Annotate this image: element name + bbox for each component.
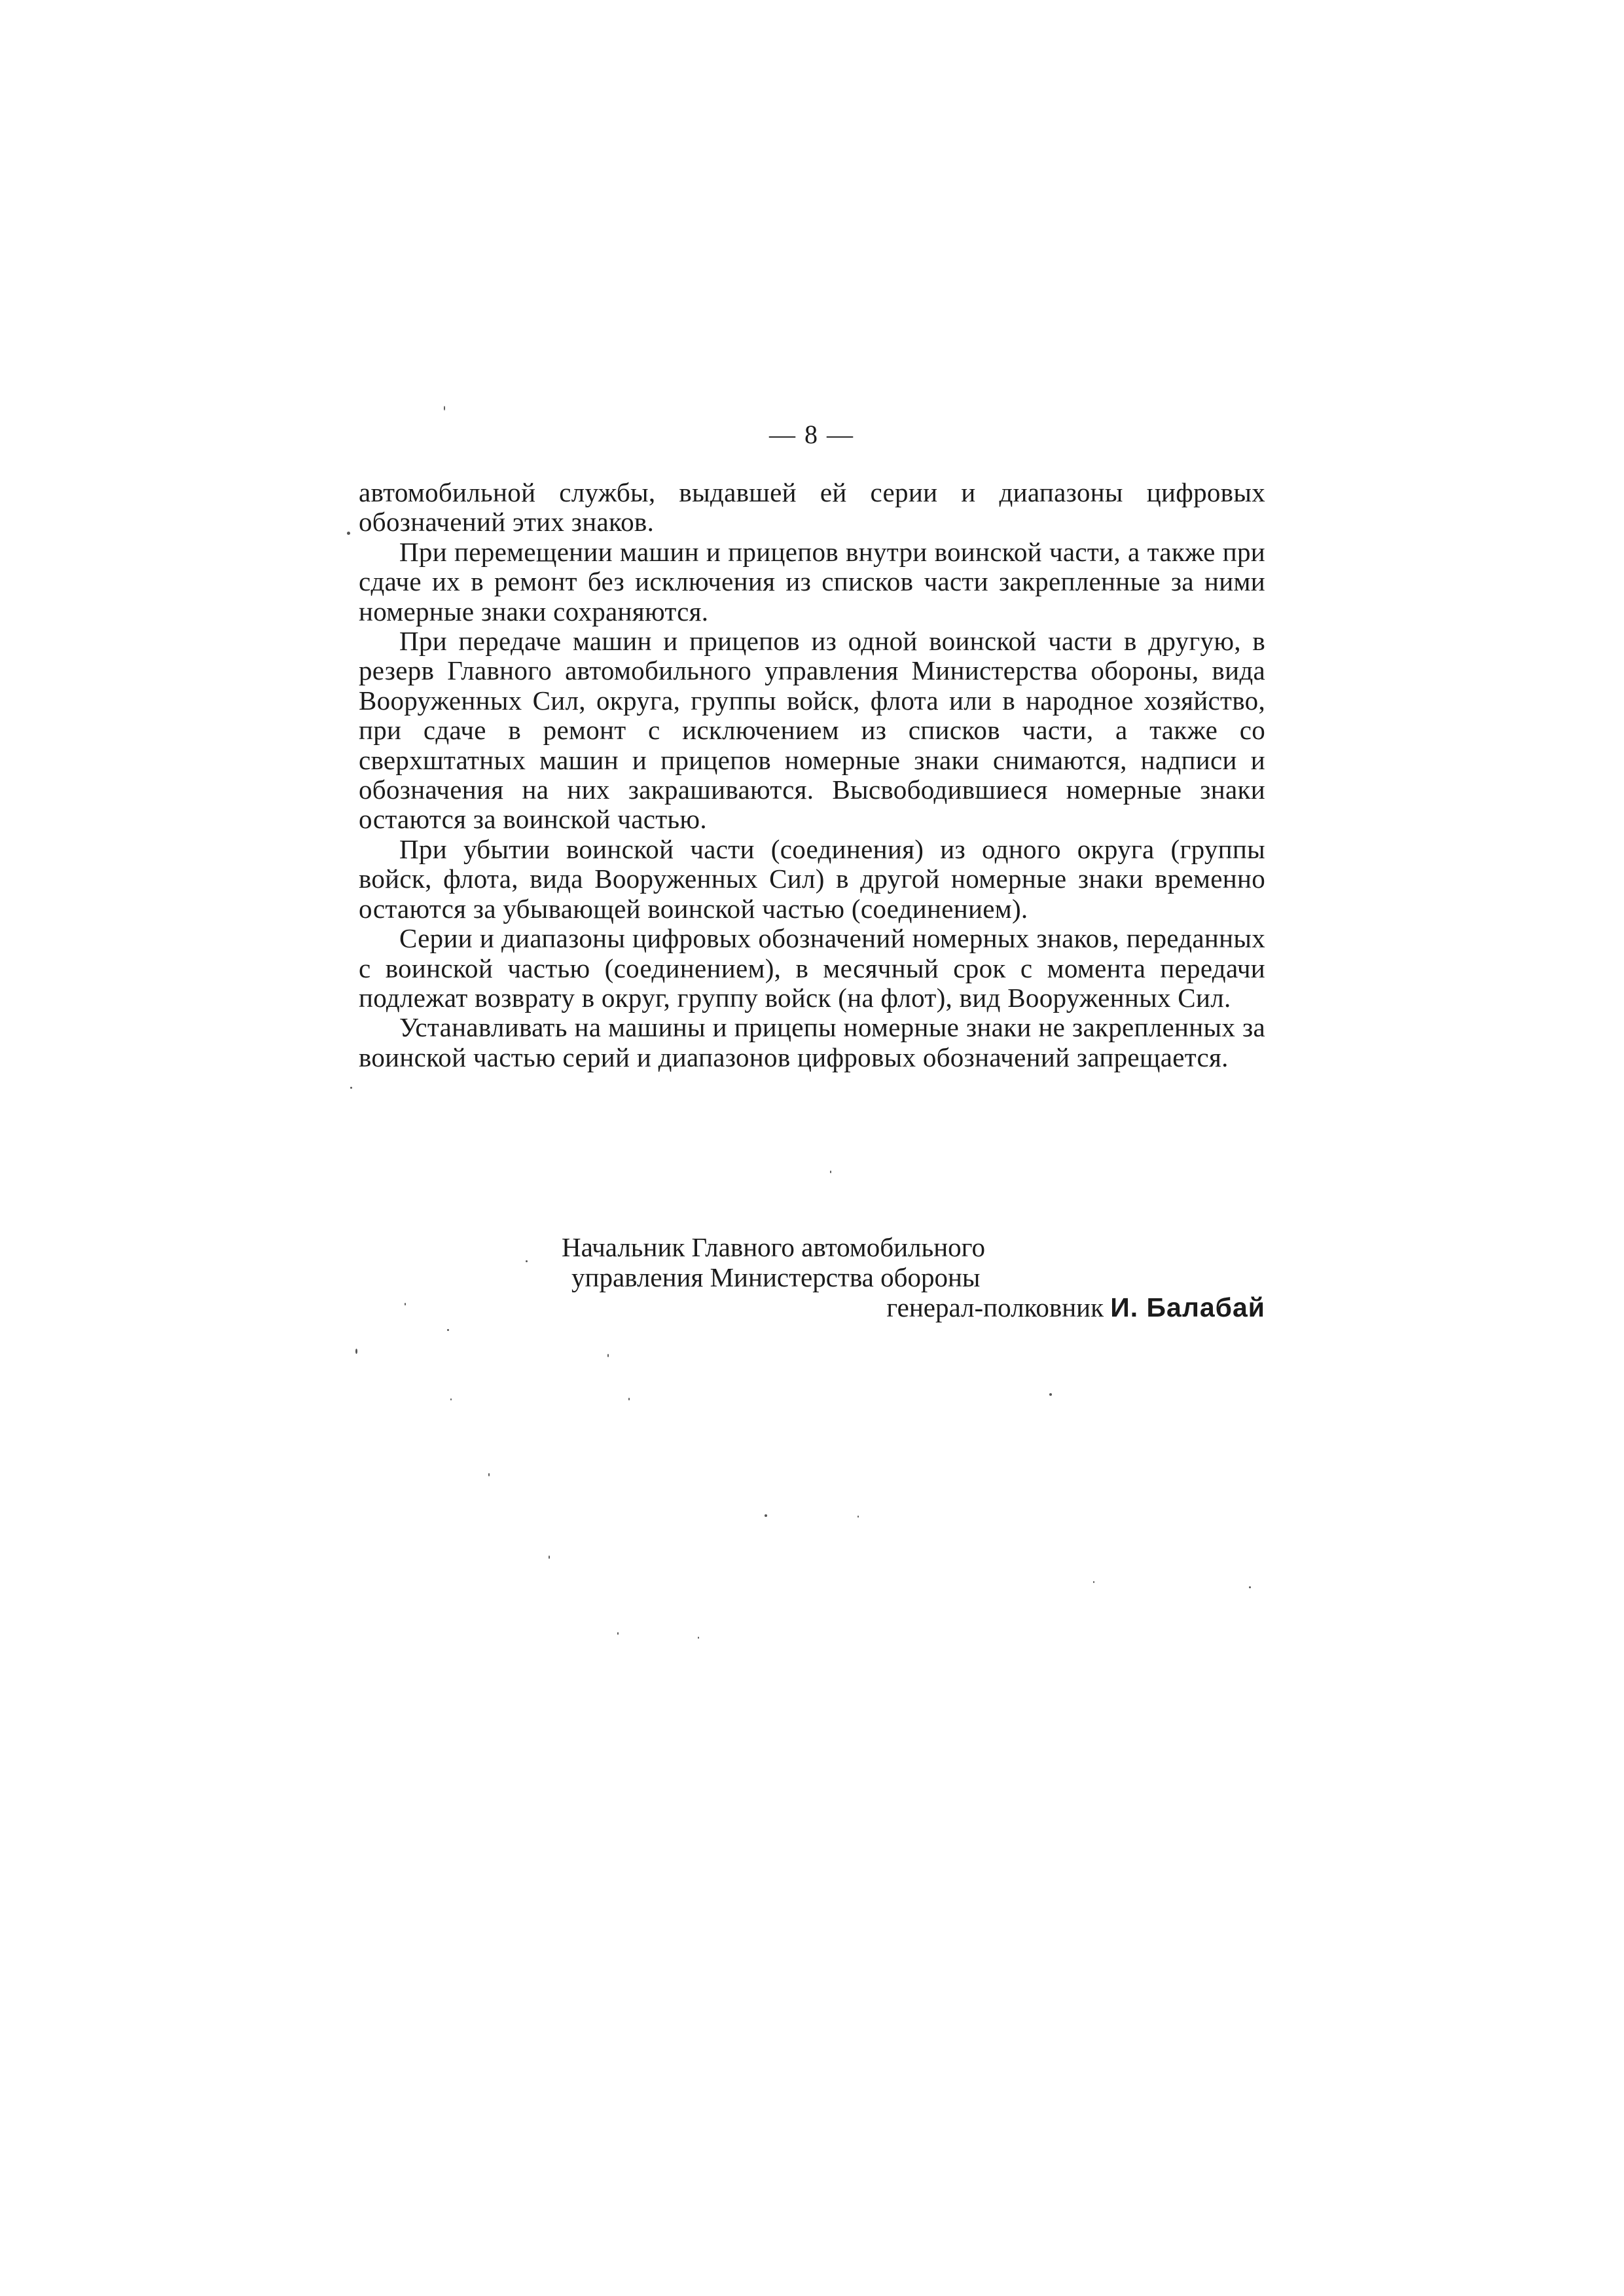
scan-speck: [488, 1473, 490, 1476]
scan-speck: [549, 1556, 550, 1559]
scan-speck: [617, 1632, 619, 1635]
signature-block: [359, 1232, 1265, 1322]
scan-speck: [405, 1303, 406, 1305]
scan-speck: [355, 1349, 357, 1354]
scan-speck: [698, 1637, 699, 1639]
scan-speck: [628, 1398, 630, 1400]
scan-speck: [350, 1087, 352, 1089]
signature-rank: генерал-полковник: [886, 1292, 1104, 1322]
scan-speck: [607, 1354, 609, 1357]
scan-speck: [765, 1514, 767, 1517]
scan-speck: [830, 1171, 831, 1173]
paragraph-2: При перемещении машин и прицепов внутри воинской части, а также при сдаче их в ремонт без исключения из списков части закрепленные за ними номерные знаки сохраняются.: [359, 536, 1265, 627]
scan-speck: [447, 1329, 449, 1331]
paragraph-1: автомобильной службы, выдавшей ей серии и диапазоны цифровых обозначений этих знаков.: [359, 477, 1265, 538]
signature-name-line: [359, 1292, 1265, 1322]
paragraph-6: Устанавливать на машины и прицепы номерные знаки не закрепленных за воинской частью серий и диапазонов цифровых обозначений запрещается.: [359, 1012, 1265, 1072]
scan-speck: [1049, 1393, 1052, 1396]
scan-speck: [1093, 1581, 1094, 1583]
page-number: — 8 —: [769, 420, 854, 449]
paragraph-4: При убытии воинской части (соединения) из одного округа (группы войск, флота, вида Вооруженных Сил) в другой номерные знаки временно остаются за убывающей воинской частью (соединением).: [359, 833, 1265, 924]
body-text: [359, 478, 1265, 1072]
paragraph-5: Серии и диапазоны цифровых обозначений номерных знаков, переданных с воинской частью (соединением), в месячный срок с момента передачи подлежат возврату в округ, группу войск (на флот), вид Вооруженных Сил.: [359, 923, 1265, 1013]
paragraph-3: При передаче машин и прицепов из одной воинской части в другую, в резерв Главного автомобильного управления Министерства обороны, вида Вооруженных Сил, округа, группы войск, флота или в народное хозяйство, при сдаче в ремонт с исключением из списков части, а также со сверхштатных машин и прицепов номерные знаки снимаются, надписи и обозначения на них закрашиваются. Высвободившиеся номерные знаки остаются за воинской частью.: [359, 626, 1265, 835]
signature-name: И. Балабай: [1110, 1292, 1265, 1322]
scan-speck: [450, 1398, 452, 1400]
signature-title-line-2: управления Министерства обороны: [571, 1262, 981, 1292]
scan-speck: [444, 406, 445, 410]
scan-speck: [347, 532, 350, 535]
signature-title-line-1: Начальник Главного автомобильного: [562, 1232, 985, 1262]
scan-speck: [526, 1260, 528, 1262]
scan-speck: [1249, 1586, 1251, 1588]
scan-speck: [857, 1516, 859, 1518]
